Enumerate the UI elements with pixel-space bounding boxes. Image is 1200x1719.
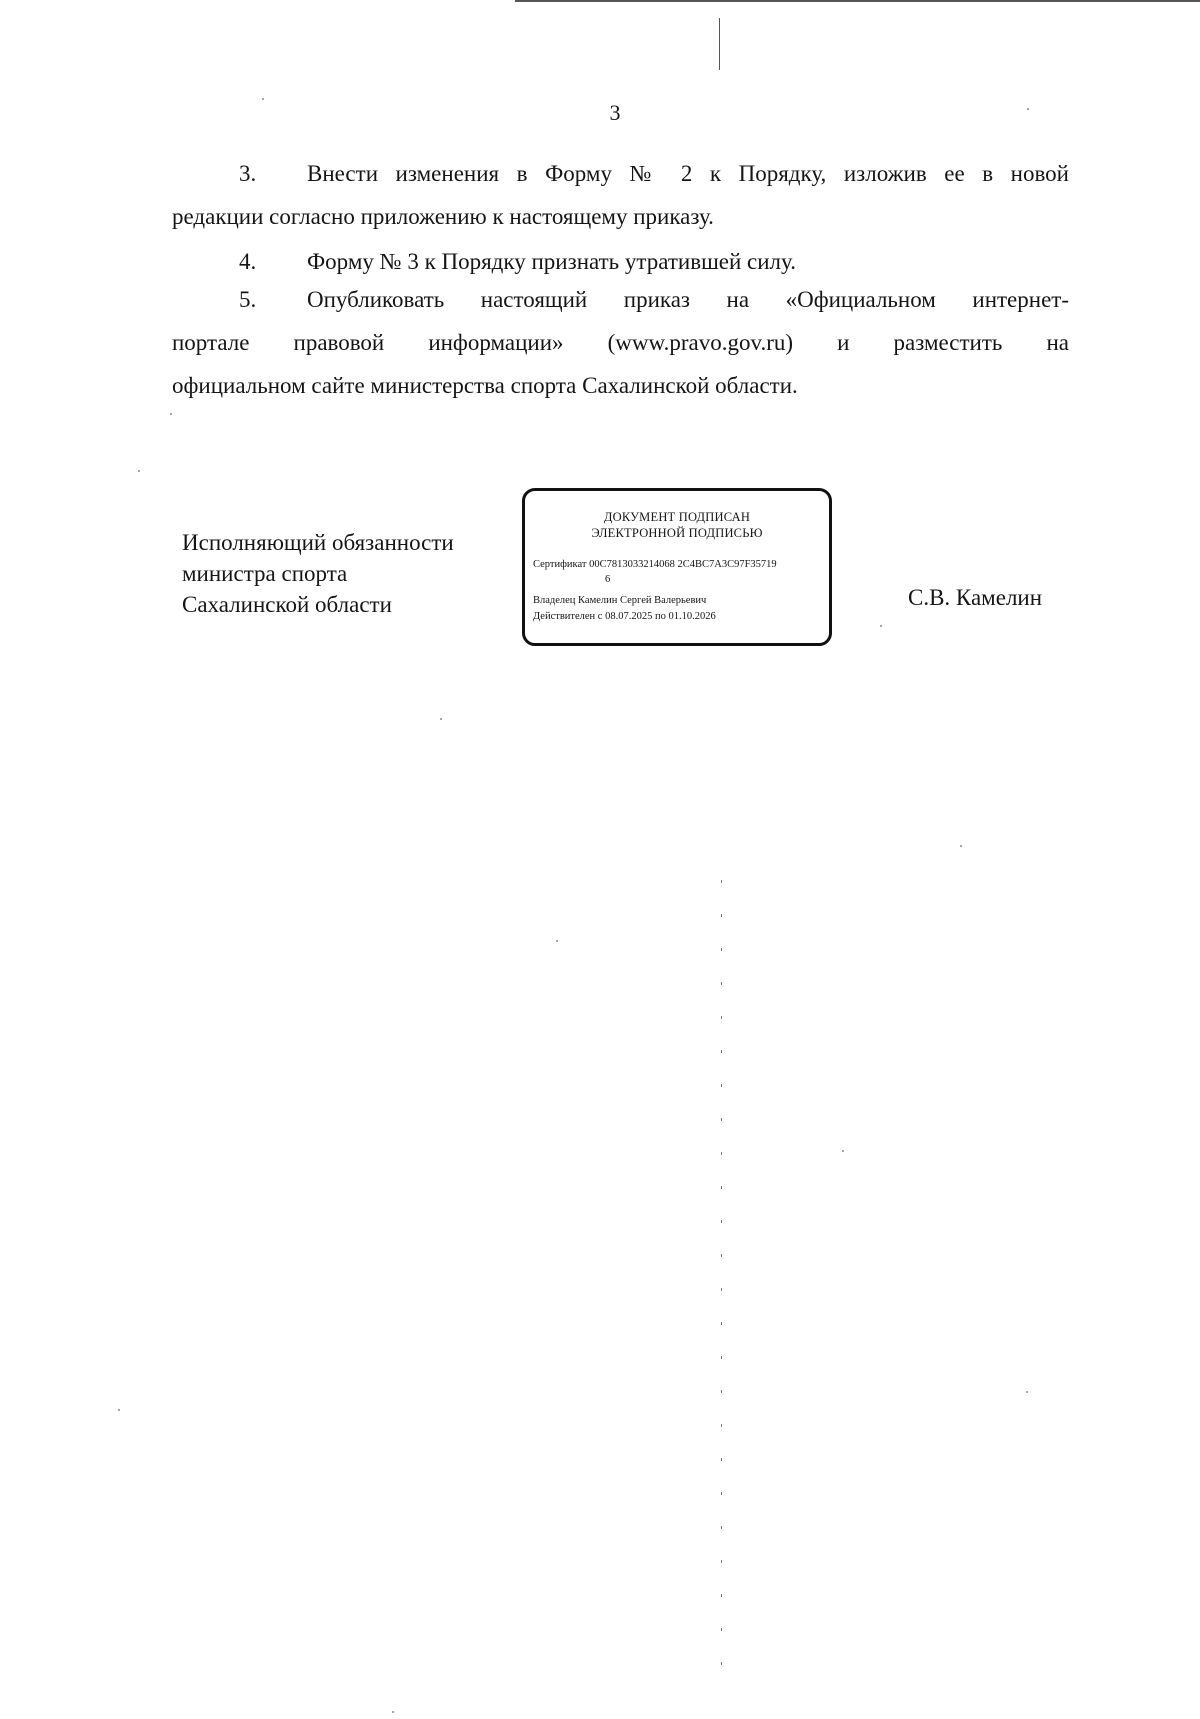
- scan-speckle: [440, 718, 442, 720]
- scan-speckle: [880, 625, 882, 627]
- scan-speckle: [1027, 108, 1029, 110]
- paragraph-3-number: 3.: [239, 161, 257, 186]
- signer-position: [182, 527, 454, 620]
- scan-speckle: [960, 845, 962, 847]
- stamp-title-line-2: ЭЛЕКТРОННОЙ ПОДПИСЬЮ: [591, 526, 763, 540]
- scan-speckle: [1026, 1391, 1028, 1393]
- scan-mark: [719, 18, 720, 70]
- scan-speckle: [170, 413, 172, 415]
- paragraph-5-line-3: официальном сайте министерства спорта Сахалинской области.: [172, 373, 798, 398]
- signer-position-line-3: Сахалинской области: [182, 592, 392, 617]
- paragraph-4-text-1: Форму № 3 к Порядку признать утратившей силу.: [307, 249, 796, 274]
- scan-speckle: [118, 1409, 120, 1411]
- signer-position-line-2: министра спорта: [182, 561, 348, 586]
- paragraph-5-line-1: [172, 278, 1069, 321]
- stamp-certificate: [533, 559, 777, 571]
- stamp-validity: Действителен с 08.07.2025 по 01.10.2026: [533, 611, 716, 622]
- paragraph-3-line-1: [172, 152, 1069, 195]
- paragraph-4: [172, 240, 1069, 283]
- stamp-title-line-1: ДОКУМЕНТ ПОДПИСАН: [603, 510, 751, 524]
- paragraph-5-line-2: портале правовой информации» (www.pravo.gov.ru) и разместить на: [172, 330, 1069, 355]
- scan-speckle: [138, 470, 140, 472]
- page-number: 3: [609, 100, 621, 125]
- electronic-signature-stamp: [522, 488, 832, 646]
- signer-name: С.В. Камелин: [908, 585, 1043, 610]
- paragraph-4-number: 4.: [239, 249, 257, 274]
- paragraph-3-line-2: редакции согласно приложению к настоящему приказу.: [172, 204, 714, 229]
- paragraph-3-text-1: Внести изменения в Форму № 2 к Порядку, изложив ее в новой: [307, 161, 1069, 186]
- scan-speckle: [556, 940, 558, 942]
- stamp-title: [525, 509, 829, 541]
- signer-position-line-1: Исполняющий обязанности: [182, 530, 454, 555]
- stamp-certificate-tail: 6: [605, 574, 611, 585]
- scan-top-edge: [515, 0, 1200, 2]
- scan-speckle: [392, 1711, 394, 1713]
- paragraph-5-text-1: Опубликовать настоящий приказ на «Официальном интернет-: [307, 287, 1069, 312]
- scan-speckle: [842, 1150, 844, 1152]
- paragraph-3: [172, 152, 1069, 238]
- paragraph-5: [172, 278, 1069, 407]
- stamp-certificate-label: Сертификат: [533, 559, 587, 570]
- paragraph-4-line-1: [172, 240, 1069, 283]
- paragraph-5-number: 5.: [239, 287, 257, 312]
- scan-speckle: [262, 98, 264, 100]
- stamp-owner: Владелец Камелин Сергей Валерьевич: [533, 595, 707, 606]
- stamp-certificate-value: 00C7813033214068 2C4BC7A3C97F35719: [589, 559, 777, 570]
- scan-fold-marks: [721, 880, 722, 1680]
